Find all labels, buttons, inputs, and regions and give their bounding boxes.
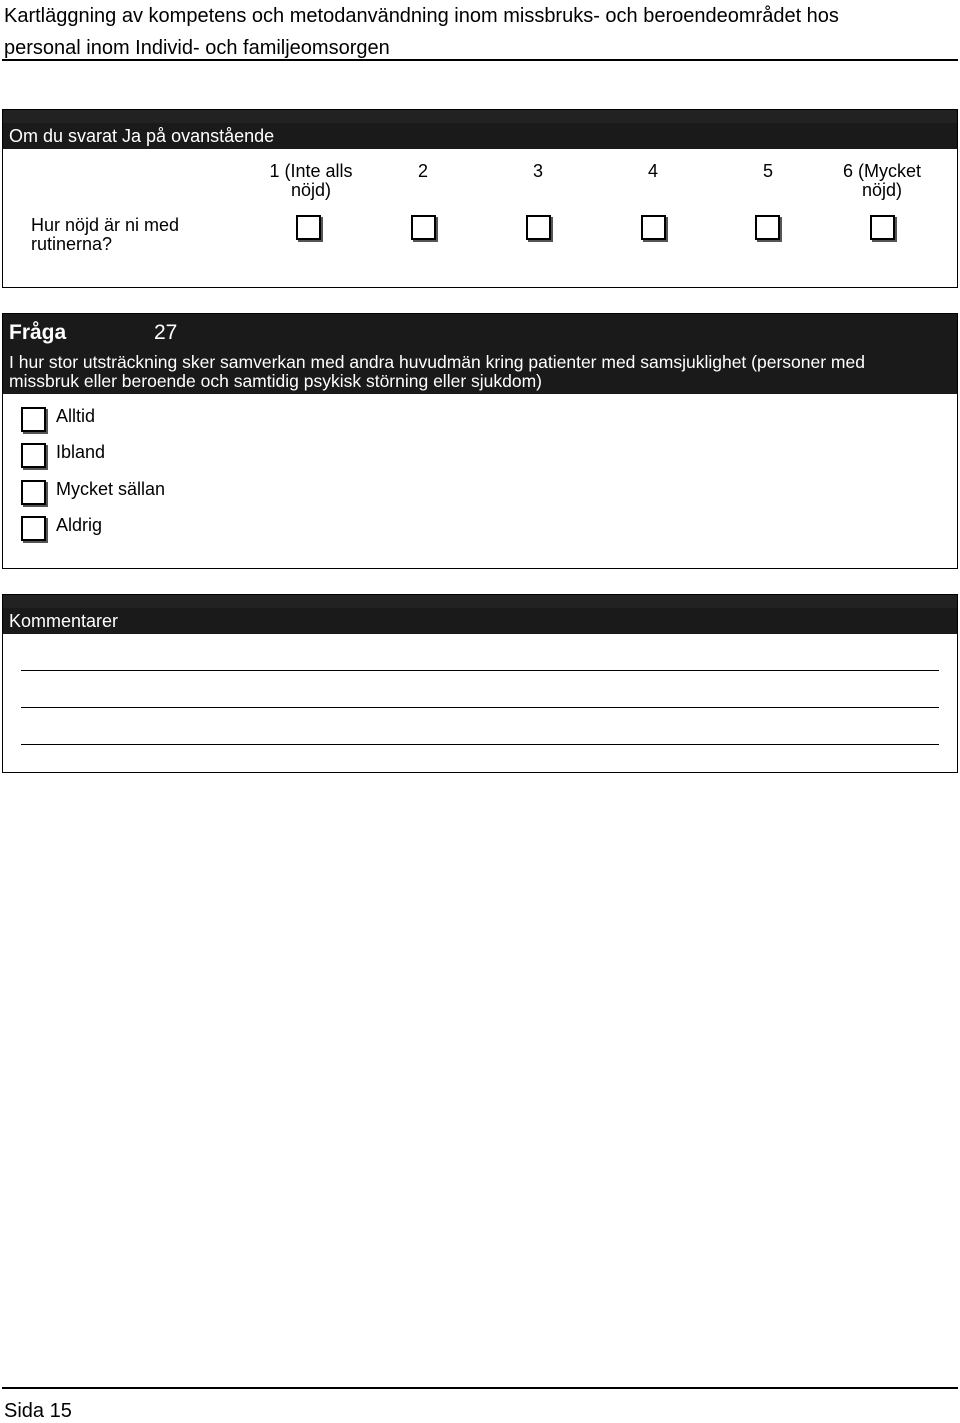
option-label: Ibland	[56, 442, 106, 462]
question-number: 27	[154, 321, 178, 344]
rating-checkbox-4[interactable]	[641, 215, 666, 240]
rating-checkbox-6[interactable]	[870, 215, 895, 240]
option-label: Mycket sällan	[56, 479, 166, 499]
satisfaction-section	[2, 109, 958, 288]
rating-checkbox-5[interactable]	[755, 215, 780, 240]
question-header	[3, 314, 957, 348]
option-label: Alltid	[56, 406, 96, 426]
section-title: Om du svarat Ja på ovanstående	[3, 123, 957, 149]
option-checkbox[interactable]	[21, 480, 46, 505]
header-title-line2: personal inom Individ- och familjeomsorgen	[4, 37, 390, 59]
scale-label-2: 2	[417, 161, 428, 181]
option-checkbox[interactable]	[21, 516, 46, 541]
question-text: I hur stor utsträckning sker samverkan med andra huvudmän kring patienter med samsjuklighet (personer med missbruk eller beroende och samtidig psykisk störning eller sjukdom)	[3, 348, 957, 394]
scale-label-4: 4	[647, 161, 658, 181]
comment-line-3[interactable]	[21, 744, 939, 745]
option-checkbox[interactable]	[21, 443, 46, 468]
option-checkbox[interactable]	[21, 407, 46, 432]
scale-label-5: 5	[762, 161, 773, 181]
question-label: Fråga	[9, 321, 67, 344]
question-section	[2, 313, 958, 569]
document-header	[4, 0, 956, 64]
rating-checkbox-2[interactable]	[411, 215, 436, 240]
header-title-line1: Kartläggning av kompetens och metodanvändning inom missbruks- och beroendeområdet hos	[4, 5, 839, 27]
section-bar	[3, 110, 957, 123]
rating-checkbox-1[interactable]	[296, 215, 321, 240]
comments-title: Kommentarer	[3, 608, 957, 634]
option-label: Aldrig	[56, 515, 103, 535]
scale-label-3: 3	[532, 161, 543, 181]
satisfaction-question: Hur nöjd är ni med rutinerna?	[31, 215, 180, 254]
section-bar	[3, 595, 957, 608]
footer-divider	[2, 1387, 958, 1389]
scale-label-6: 6 (Mycket nöjd)	[842, 161, 921, 200]
comment-line-2[interactable]	[21, 707, 939, 708]
rating-checkbox-3[interactable]	[526, 215, 551, 240]
header-divider	[2, 59, 958, 61]
scale-label-1: 1 (Inte alls nöjd)	[269, 161, 353, 200]
comment-line-1[interactable]	[21, 670, 939, 671]
page-number: Sida 15	[4, 1400, 72, 1422]
comments-section	[2, 594, 958, 773]
